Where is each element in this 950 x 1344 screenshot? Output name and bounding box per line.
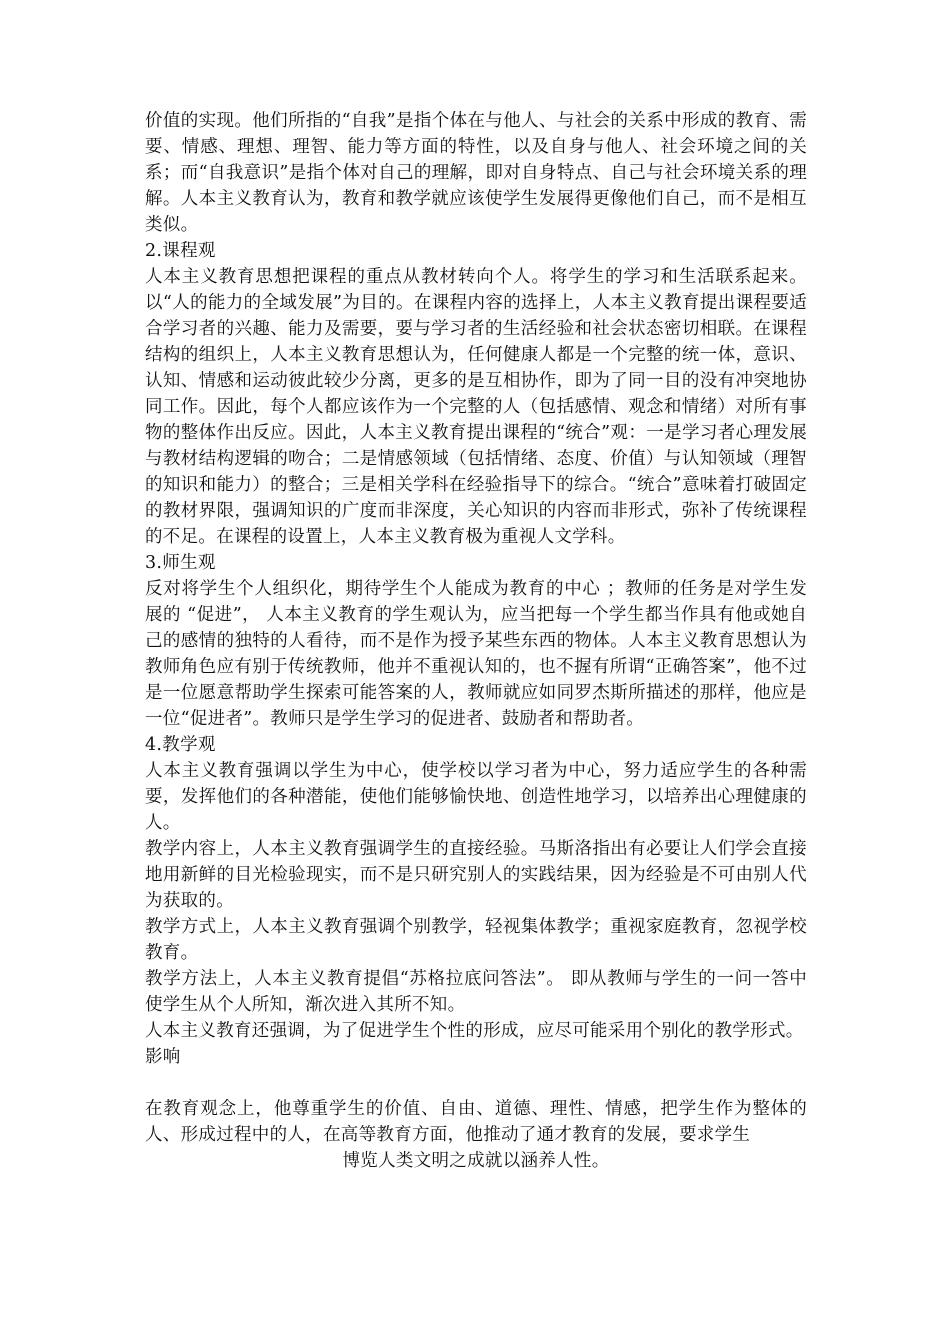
teaching-paragraph: 教学内容上，人本主义教育强调学生的直接经验。马斯洛指出有必要让人们学会直接地用新鲜的目光检验现实，而不是只研究别人的实践结果，因为经验是不可由别人代为获取的。: [145, 839, 807, 911]
section-heading-teacher-student: 3.师生观: [145, 553, 216, 573]
section-heading-teaching: 4.教学观: [145, 735, 216, 755]
intro-paragraph: 价值的实现。他们所指的“自我”是指个体在与他人、与社会的关系中形成的教育、需要、情感、理想、理智、能力等方面的特性，以及自身与他人、社会环境之间的关系；而“自我意识”是指个体对自己的理解，即对自身特点、自己与社会环境关系的理解。人本主义教育认为，教育和教学就应该使学生发展得更像他们自己，而不是相互类似。: [145, 111, 807, 235]
teacher-student-paragraph: 反对将学生个人组织化，期待学生个人能成为教育的中心 ；教师的任务是对学生发展的 “促进”， 人本主义教育的学生观认为，应当把每一个学生都当作具有他或她自己的感情的独特的人看待，而不是作为授予某些东西的物体。人本主义教育思想认为教师角色应有别于传统教师，他并不重视认知的，也不握有所谓“正确答案”，他不过是一位愿意帮助学生探索可能答案的人，教师就应如同罗杰斯所描述的那样，他应是一位“促进者”。教师只是学生学习的促进者、鼓励者和帮助者。: [145, 579, 807, 729]
section-heading-influence: 影响: [145, 1047, 181, 1067]
influence-closing-line: 博览人类文明之成就以涵养人性。: [342, 1151, 610, 1171]
influence-paragraph: 在教育观念上，他尊重学生的价值、自由、道德、理性、情感，把学生作为整体的人、形成过程中的人，在高等教育方面，他推动了通才教育的发展，要求学生: [145, 1099, 807, 1145]
document-body: [145, 108, 807, 1174]
curriculum-paragraph: 人本主义教育思想把课程的重点从教材转向个人。将学生的学习和生活联系起来。以“人的能力的全域发展”为目的。在课程内容的选择上，人本主义教育提出课程要适合学习者的兴趣、能力及需要，要与学习者的生活经验和社会状态密切相联。在课程结构的组织上，人本主义教育思想认为，任何健康人都是一个完整的统一体，意识、认知、情感和运动彼此较少分离，更多的是互相协作，即为了同一目的没有冲突地协同工作。因此，每个人都应该作为一个完整的人（包括感情、观念和情绪）对所有事物的整体作出反应。因此，人本主义教育提出课程的“统合”观：一是学习者心理发展与教材结构逻辑的吻合；二是情感领域（包括情绪、态度、价值）与认知领域（理智的知识和能力）的整合；三是相关学科在经验指导下的综合。“统合”意味着打破固定的教材界限，强调知识的广度而非深度，关心知识的内容而非形式，弥补了传统课程的不足。在课程的设置上，人本主义教育极为重视人文学科。: [145, 267, 807, 547]
teaching-paragraph: 教学方式上，人本主义教育强调个别教学，轻视集体教学；重视家庭教育，忽视学校教育。: [145, 917, 807, 963]
section-heading-curriculum: 2.课程观: [145, 241, 216, 261]
teaching-paragraph: 人本主义教育还强调，为了促进学生个性的形成，应尽可能采用个别化的教学形式。: [145, 1021, 804, 1041]
teaching-paragraph: 人本主义教育强调以学生为中心，使学校以学习者为中心，努力适应学生的各种需要，发挥他们的各种潜能，使他们能够愉快地、创造性地学习，以培养出心理健康的人。: [145, 761, 807, 833]
teaching-paragraph: 教学方法上，人本主义教育提倡“苏格拉底问答法”。 即从教师与学生的一问一答中使学生从个人所知，渐次进入其所不知。: [145, 969, 807, 1015]
blank-line: [145, 1070, 807, 1096]
